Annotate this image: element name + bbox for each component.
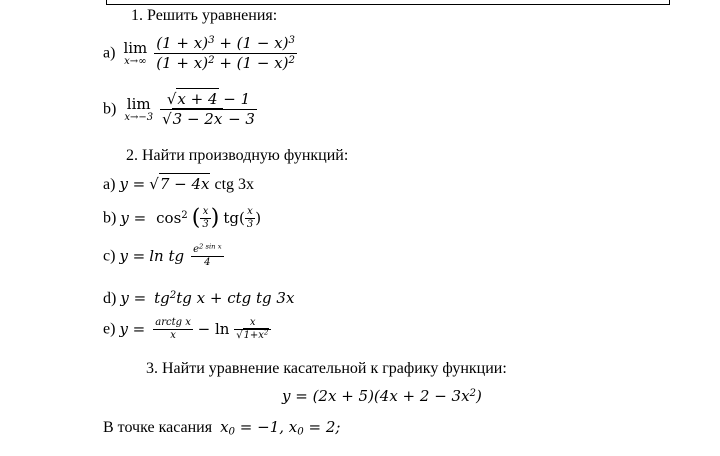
numerator: $(1 + x)^3 + (1 - x)^3$ [156,34,295,52]
lim-subscript: x→−3 [124,111,154,123]
radicand: 7 − 4x [159,175,210,193]
derivative-d: d) $y = tg^2tg$ x + ctg tg 3x [103,289,295,307]
ln-tg: ln tg [149,247,185,265]
fraction-x-over-3: $\frac{x}{3}$ [202,206,209,230]
item-label-c: c) [103,247,116,265]
lim-subscript: x→∞ [124,55,147,67]
tangent-function: $y = (2x + 5)(4x + 2 - 3x^2)$ [282,387,482,405]
limit-b [103,92,257,127]
numerator: √x + 4 − 1 [160,92,257,110]
fraction-exp-over-4: $\frac{e^{2 sin x}}{4}$ [193,242,222,268]
lim-operator [123,38,148,67]
ctg-term: ctg 3x [210,176,255,193]
y-equals: y = [119,320,146,338]
task-1-heading: 1. Решить уравнения: [131,7,278,24]
limit-a-fraction [154,36,297,71]
tangent-points: В точке касания $x_0 = -1$, $x_0 = 2$; [103,418,341,438]
item-label-d: d) [103,290,117,307]
lim-word: lim [123,38,148,57]
limit-b-fraction [160,92,257,127]
fraction-arctg: $\frac{\text{arctg x}}{x}$ [155,317,191,341]
item-label-e: e) [103,320,116,338]
y-equals: y = [119,175,146,193]
fraction-x-over-sqrt: $\frac{x}{√1+x^2}$ [234,318,271,341]
top-frame-border [106,0,670,5]
task-3-heading: 3. Найти уравнение касательной к графику функции: [146,360,507,377]
lim-operator [124,94,154,123]
derivative-e: e) y = $\frac{\text{arctg x}}{x}$ − ln $\frac{x}{√1+x^2}$ [103,318,271,341]
derivative-b: b) $y = \cos^2$ ( $\frac{x}{3}$ ) tg( $\frac{x}{3}$ ) [103,205,262,231]
fraction-x-over-3: $\frac{x}{3}$ [246,206,254,230]
derivative-a: a) y = √7 − 4x ctg 3x [103,175,255,193]
item-label-a: a) [103,44,116,62]
limit-a [103,36,297,71]
denominator: $(1 + x)^2 + (1 - x)^2$ [156,54,295,72]
item-label-b: b) [103,100,117,118]
lim-word: lim [126,94,151,113]
y-equals: y = [120,209,147,227]
denominator: √3 − 2x − 3 [162,110,255,128]
derivative-c [103,242,224,268]
y-equals: y = [120,289,147,307]
tangent-points-label: В точке касания [103,419,213,436]
task-2-heading: 2. Найти производную функций: [126,147,349,164]
item-label-a: a) [103,176,116,193]
y-equals: y = [119,247,146,265]
item-label-b: b) [103,209,117,227]
